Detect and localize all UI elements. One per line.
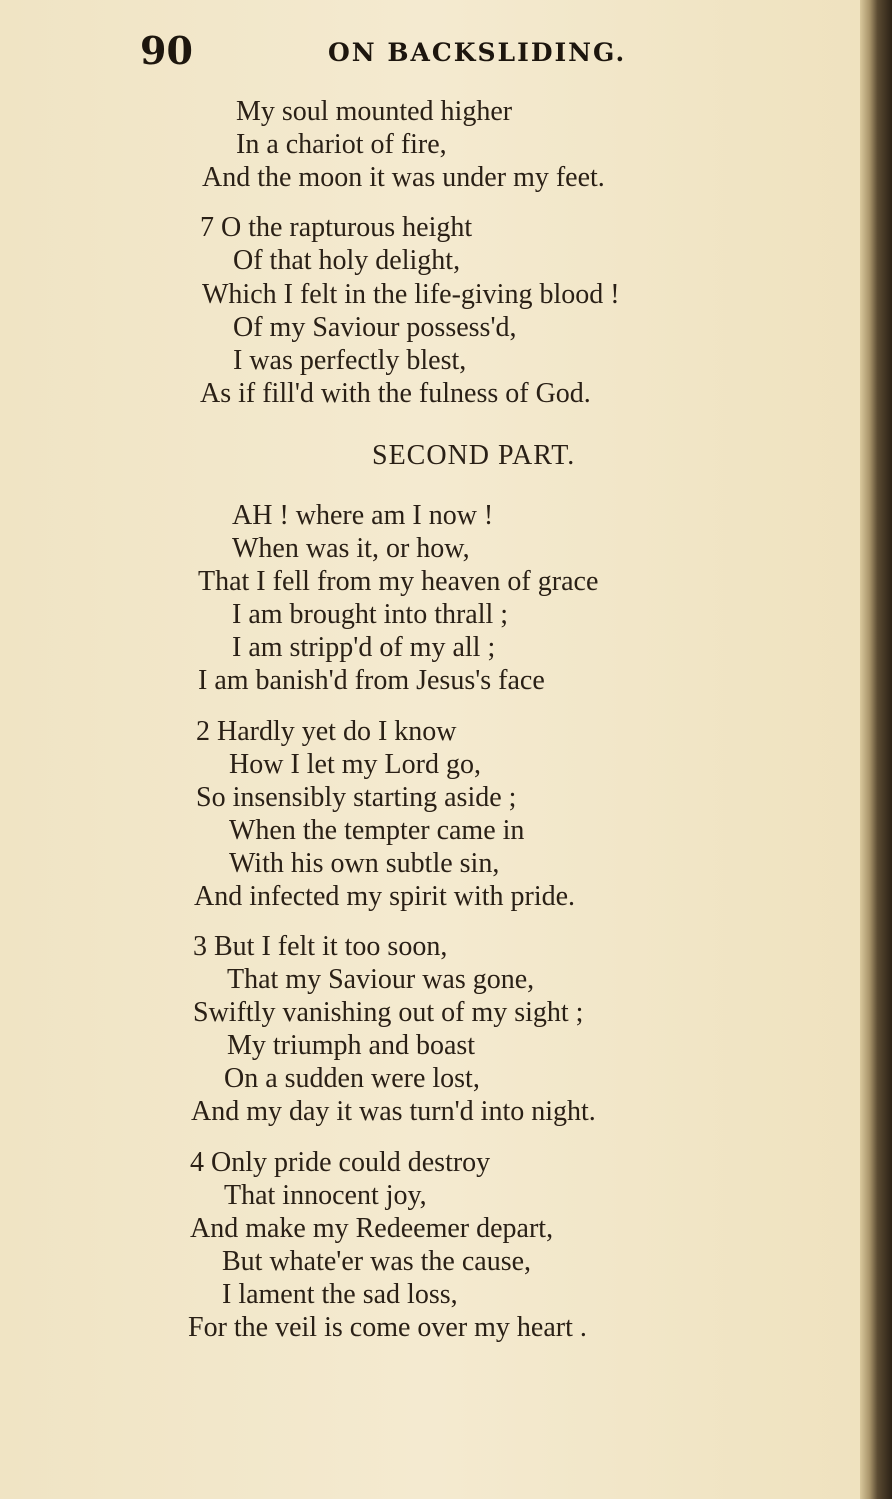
verse-line: And make my Redeemer depart, — [190, 1213, 554, 1244]
verse-line: AH ! where am I now ! — [232, 500, 494, 531]
page-edge — [860, 0, 892, 1499]
section-title: SECOND PART. — [372, 440, 576, 471]
verse-line: Of that holy delight, — [233, 245, 461, 276]
verse-line: For the veil is come over my heart . — [188, 1312, 587, 1343]
verse-line: With his own subtle sin, — [229, 848, 500, 879]
verse-line: And my day it was turn'd into night. — [191, 1096, 596, 1127]
verse-line: 3 But I felt it too soon, — [193, 931, 448, 962]
verse-line: My triumph and boast — [227, 1030, 476, 1061]
verse-line: I lament the sad loss, — [222, 1279, 458, 1310]
page-number: 90 — [140, 28, 193, 73]
verse-line: So insensibly starting aside ; — [196, 782, 517, 813]
verse-line: I am stripp'd of my all ; — [232, 632, 496, 663]
verse-line: I am brought into thrall ; — [232, 599, 509, 630]
verse-line: 4 Only pride could destroy — [190, 1147, 491, 1178]
verse-line: On a sudden were lost, — [224, 1063, 480, 1094]
verse-line: And the moon it was under my feet. — [202, 162, 605, 193]
verse-line: Swiftly vanishing out of my sight ; — [193, 997, 584, 1028]
verse-line: And infected my spirit with pride. — [194, 881, 576, 912]
verse-line: Which I felt in the life-giving blood ! — [202, 279, 620, 310]
verse-line: I was perfectly blest, — [233, 345, 467, 376]
verse-line: Of my Saviour possess'd, — [233, 312, 517, 343]
verse-line: When was it, or how, — [232, 533, 470, 564]
verse-line: As if fill'd with the fulness of God. — [200, 378, 591, 409]
verse-line: 2 Hardly yet do I know — [196, 716, 457, 747]
verse-line: That innocent joy, — [224, 1180, 427, 1211]
verse-line: 7 O the rapturous height — [200, 212, 473, 243]
verse-line: But whate'er was the cause, — [222, 1246, 532, 1277]
page-header — [140, 28, 740, 78]
verse-line: That my Saviour was gone, — [227, 964, 535, 995]
running-title: ON BACKSLIDING. — [328, 38, 627, 67]
verse-line: When the tempter came in — [229, 815, 525, 846]
verse-line: I am banish'd from Jesus's face — [198, 665, 545, 696]
verse-line: In a chariot of fire, — [236, 129, 447, 160]
verse-line: That I fell from my heaven of grace — [198, 566, 599, 597]
verse-line: My soul mounted higher — [236, 96, 513, 127]
verse-line: How I let my Lord go, — [229, 749, 481, 780]
